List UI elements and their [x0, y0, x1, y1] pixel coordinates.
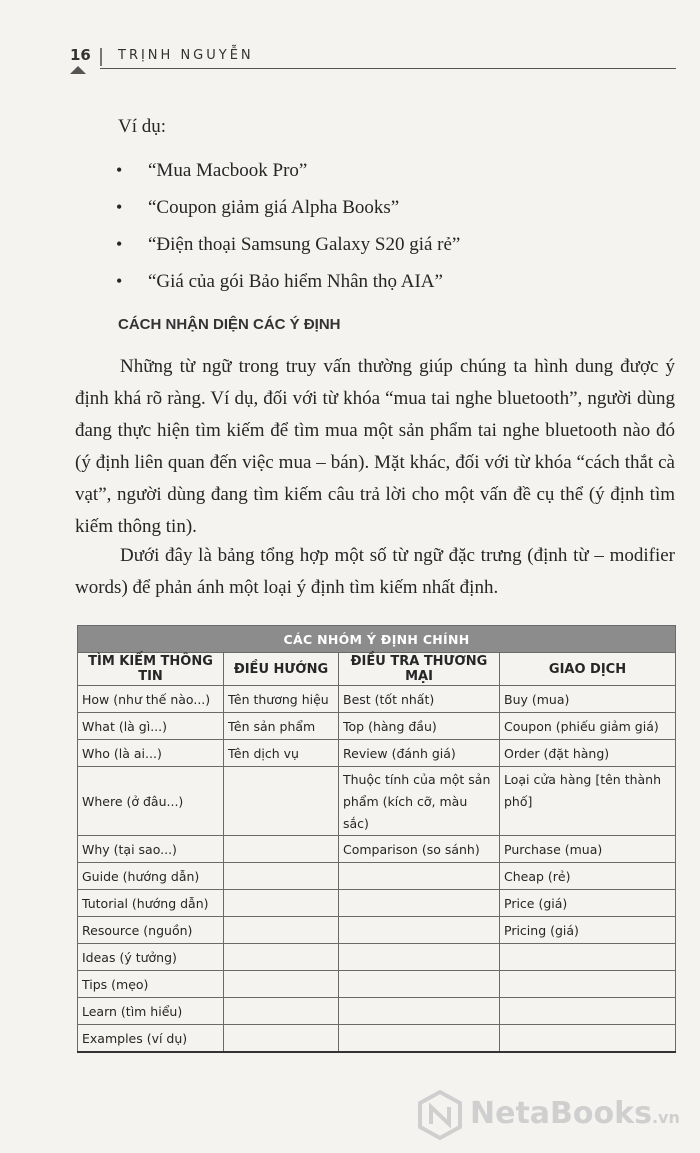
table-cell: [224, 998, 339, 1025]
table-cell: Learn (tìm hiểu): [78, 998, 224, 1025]
table-cell: [339, 1025, 500, 1053]
header-rule: [100, 68, 676, 69]
watermark-suffix: .vn: [651, 1108, 680, 1127]
table-cell: Tips (mẹo): [78, 971, 224, 998]
page-number: 16: [70, 46, 91, 64]
table-row: [78, 1025, 676, 1053]
examples-list: [116, 152, 460, 300]
table-row: [78, 740, 676, 767]
netabooks-logo-icon: [418, 1090, 462, 1140]
table-cell: [500, 998, 676, 1025]
table-cell: [339, 863, 500, 890]
section-heading: CÁCH NHẬN DIỆN CÁC Ý ĐỊNH: [118, 316, 341, 333]
table-cell: Guide (hướng dẫn): [78, 863, 224, 890]
table-cell: [339, 944, 500, 971]
table-cell: [500, 944, 676, 971]
table-title: CÁC NHÓM Ý ĐỊNH CHÍNH: [78, 626, 676, 653]
page-header: [56, 46, 676, 74]
table-cell: Top (hàng đầu): [339, 713, 500, 740]
table-cell: Buy (mua): [500, 686, 676, 713]
table-cell: Tên dịch vụ: [224, 740, 339, 767]
column-header: ĐIỀU HƯỚNG: [224, 653, 339, 686]
example-item: • “Điện thoại Samsung Galaxy S20 giá rẻ”: [116, 226, 460, 263]
table-cell: What (là gì...): [78, 713, 224, 740]
table-cell: [339, 917, 500, 944]
author-name: TRỊNH NGUYỄN: [118, 48, 254, 63]
table-row: [78, 713, 676, 740]
table-cell: Tên sản phẩm: [224, 713, 339, 740]
table-row: [78, 863, 676, 890]
table-cell: [500, 1025, 676, 1053]
table-cell: Pricing (giá): [500, 917, 676, 944]
table-row: [78, 836, 676, 863]
body-paragraph-1: Những từ ngữ trong truy vấn thường giúp chúng ta hình dung được ý định khá rõ ràng. Ví dụ, đối với từ khóa “mua tai nghe bluetooth”, người dùng đang thực hiện tìm kiếm để tìm mua một sản phẩm tai nghe bluetooth nào đó (ý định liên quan đến việc mua – bán). Mặt khác, đối với từ khóa “cách thắt cà vạt”, người dùng đang tìm kiếm câu trả lời cho một vấn đề cụ thể (ý định tìm kiếm thông tin).: [75, 356, 675, 537]
table-cell: Loại cửa hàng [tên thành phố]: [500, 767, 676, 836]
table-cell: [339, 998, 500, 1025]
table-cell: How (như thế nào...): [78, 686, 224, 713]
column-header: GIAO DỊCH: [500, 653, 676, 686]
table-row: [78, 686, 676, 713]
table-cell: [224, 836, 339, 863]
example-item: • “Coupon giảm giá Alpha Books”: [116, 189, 460, 226]
table-cell: Examples (ví dụ): [78, 1025, 224, 1053]
table-cell: [224, 767, 339, 836]
table-cell: Cheap (rẻ): [500, 863, 676, 890]
table-cell: Order (đặt hàng): [500, 740, 676, 767]
table-cell: Thuộc tính của một sản phẩm (kích cỡ, màu sắc): [339, 767, 500, 836]
table-row: [78, 998, 676, 1025]
table-cell: Best (tốt nhất): [339, 686, 500, 713]
body-paragraph-2: Dưới đây là bảng tổng hợp một số từ ngữ đặc trưng (định từ – modifier words) để phản ánh một loại ý định tìm kiếm nhất định.: [75, 545, 675, 598]
watermark-text: [470, 1096, 680, 1131]
table-cell: [224, 890, 339, 917]
table-cell: Price (giá): [500, 890, 676, 917]
table-cell: [339, 971, 500, 998]
table-row: [78, 971, 676, 998]
header-triangle-mark: [70, 66, 86, 74]
table-cell: [224, 1025, 339, 1053]
table-row: [78, 944, 676, 971]
table-cell: [224, 917, 339, 944]
example-item: • “Mua Macbook Pro”: [116, 152, 460, 189]
table-cell: Coupon (phiếu giảm giá): [500, 713, 676, 740]
header-separator: [100, 48, 102, 66]
table-row: [78, 917, 676, 944]
table-cell: Comparison (so sánh): [339, 836, 500, 863]
watermark-brand: NetaBooks: [470, 1096, 652, 1131]
table-cell: Tutorial (hướng dẫn): [78, 890, 224, 917]
examples-label: Ví dụ:: [118, 116, 167, 137]
table-cell: Review (đánh giá): [339, 740, 500, 767]
table-cell: [339, 890, 500, 917]
table-row: [78, 890, 676, 917]
intent-table: [77, 625, 676, 1053]
column-header: ĐIỀU TRA THƯƠNG MẠI: [339, 653, 500, 686]
table-cell: Tên thương hiệu: [224, 686, 339, 713]
column-header: TÌM KIẾM THÔNG TIN: [78, 653, 224, 686]
table-cell: [224, 863, 339, 890]
example-item: • “Giá của gói Bảo hiểm Nhân thọ AIA”: [116, 263, 460, 300]
table-cell: [224, 944, 339, 971]
table-cell: Why (tại sao...): [78, 836, 224, 863]
table-cell: Who (là ai...): [78, 740, 224, 767]
table-row: [78, 767, 676, 836]
table-cell: Purchase (mua): [500, 836, 676, 863]
table-cell: [224, 971, 339, 998]
table-cell: Ideas (ý tưởng): [78, 944, 224, 971]
table-cell: Resource (nguồn): [78, 917, 224, 944]
table-cell: Where (ở đâu...): [78, 767, 224, 836]
table-cell: [500, 971, 676, 998]
